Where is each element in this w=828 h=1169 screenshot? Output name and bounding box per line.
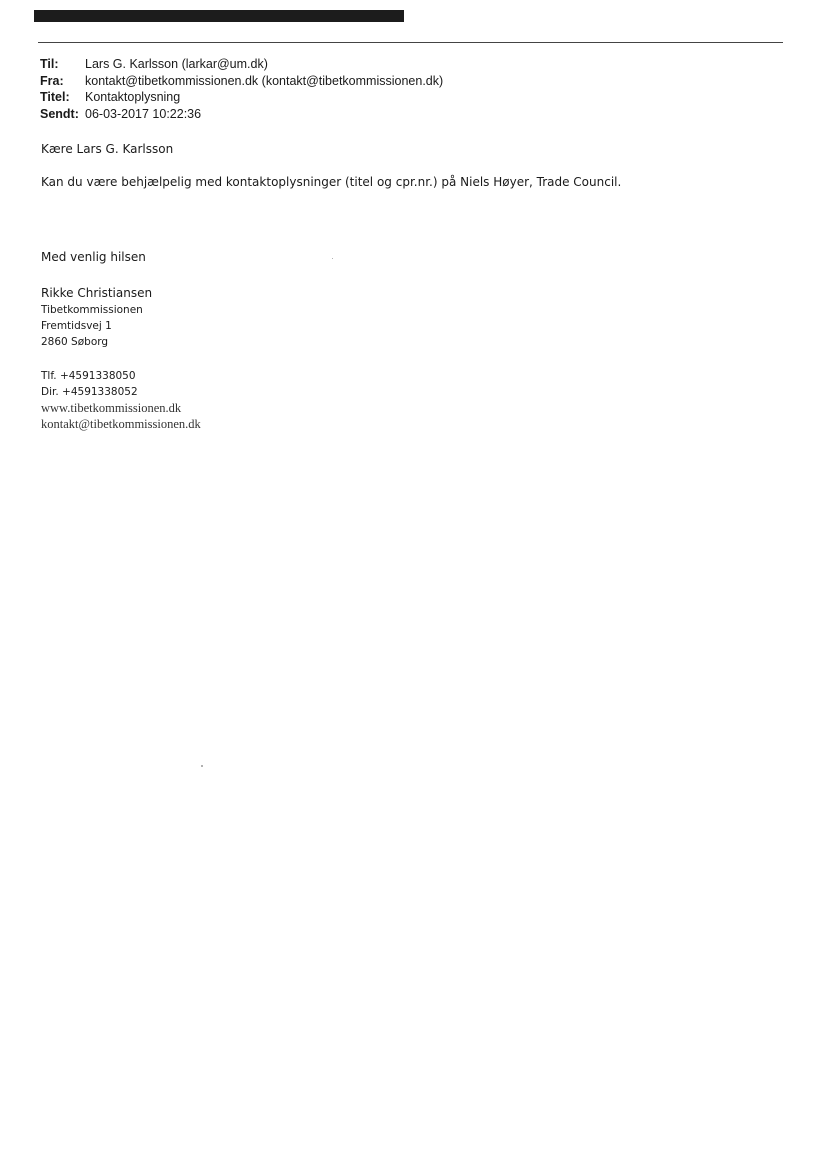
signature-phone: Tlf. +4591338050 [41, 370, 136, 382]
closing: Med venlig hilsen [41, 250, 146, 264]
scan-speck [201, 765, 203, 767]
subject-label: Titel: [40, 90, 70, 104]
signature-organization: Tibetkommissionen [41, 304, 143, 316]
sent-row [40, 106, 443, 123]
scan-speck [332, 258, 333, 259]
signature-direct-phone: Dir. +4591338052 [41, 386, 138, 398]
signature-email: kontakt@tibetkommissionen.dk [41, 417, 201, 431]
signature-name: Rikke Christiansen [41, 286, 153, 300]
signature-street: Fremtidsvej 1 [41, 320, 112, 332]
redacted-header-bar [34, 10, 404, 22]
header-divider [38, 42, 783, 43]
subject-row [40, 89, 443, 106]
signature-city: 2860 Søborg [41, 336, 109, 348]
from-label: Fra: [40, 73, 64, 88]
to-value: Lars G. Karlsson (larkar@um.dk) [85, 57, 268, 71]
subject-value: Kontaktoplysning [85, 90, 181, 104]
to-row [40, 56, 443, 73]
sent-label: Sendt: [40, 106, 79, 121]
signature-website: www.tibetkommissionen.dk [41, 401, 182, 415]
greeting: Kære Lars G. Karlsson [41, 142, 174, 156]
to-label: Til: [40, 57, 59, 71]
message-body: Kan du være behjælpelig med kontaktoplysninger (titel og cpr.nr.) på Niels Høyer, Trade Council. [41, 175, 622, 189]
from-row [40, 73, 443, 90]
from-value: kontakt@tibetkommissionen.dk (kontakt@tibetkommissionen.dk) [85, 73, 444, 88]
sent-value: 06-03-2017 10:22:36 [85, 106, 202, 121]
email-header [40, 56, 443, 122]
